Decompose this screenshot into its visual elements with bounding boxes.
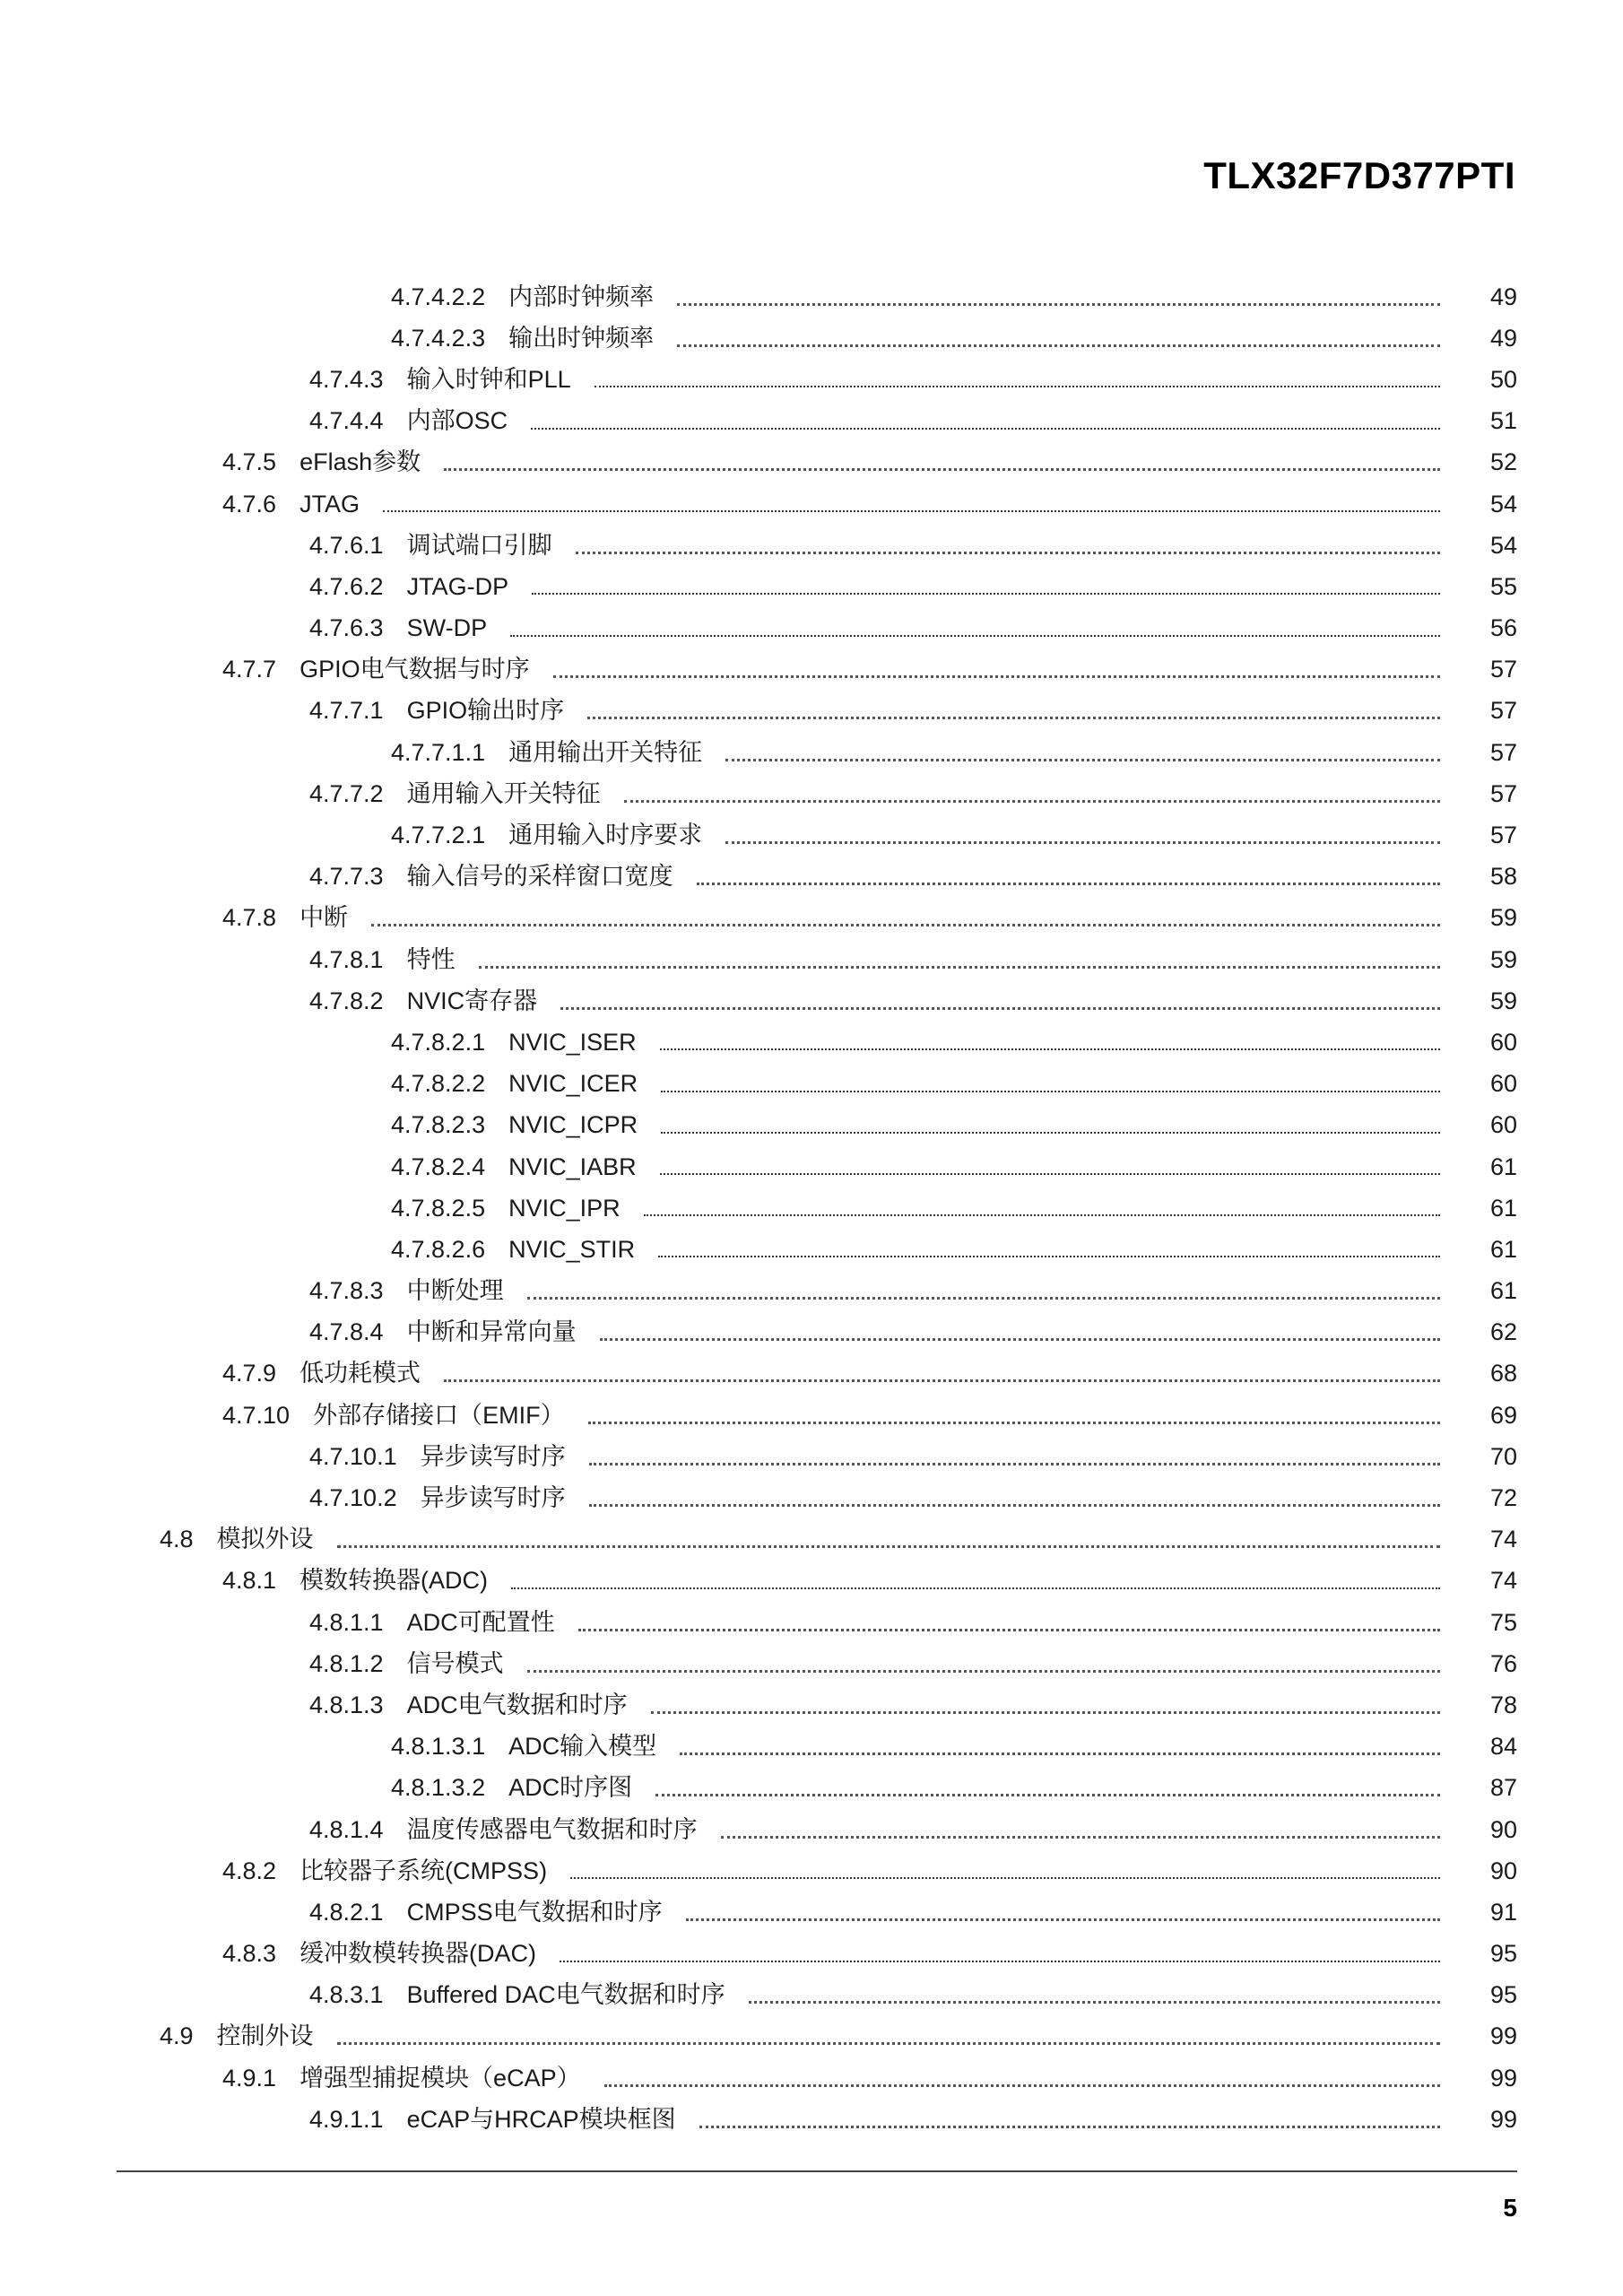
toc-entry-page: 95 [1489,1981,1517,2009]
table-of-contents [0,276,1623,2140]
toc-entry-title: 缓冲数模转换器(DAC) [299,1940,537,1968]
toc-dot-leader [337,2042,1440,2045]
toc-entry-content [309,1983,1480,2007]
toc-entry-title: GPIO电气数据与时序 [299,656,530,683]
toc-entry-content [309,572,1480,600]
toc-entry-content [222,1361,1480,1386]
toc-entry[interactable] [0,608,1623,649]
toc-dot-leader [677,303,1440,306]
toc-entry-page: 61 [1489,1277,1517,1305]
toc-entry-page: 61 [1489,1194,1517,1222]
toc-entry-number: 4.7.8.3 [309,1277,384,1305]
toc-dot-leader [560,1961,1440,1962]
toc-entry[interactable] [0,1684,1623,1726]
toc-entry-content [160,1527,1480,1552]
toc-entry-page: 50 [1489,365,1517,393]
toc-dot-leader [721,1836,1440,1839]
toc-entry-page: 87 [1489,1774,1517,1802]
toc-dot-leader [578,1629,1440,1631]
toc-entry-content [222,450,1480,474]
toc-entry[interactable] [0,649,1623,691]
toc-entry[interactable] [0,2016,1623,2057]
toc-entry-title: 中断和异常向量 [406,1318,577,1346]
toc-entry-number: 4.7.4.4 [309,407,384,435]
toc-entry-page: 49 [1489,283,1517,310]
toc-entry-title: JTAG-DP [406,572,509,600]
toc-entry-content [391,1072,1480,1096]
toc-entry-number: 4.7.8.4 [309,1318,384,1346]
toc-dot-leader [595,386,1440,387]
toc-entry-number: 4.7.8.1 [309,945,384,973]
toc-entry[interactable] [0,276,1623,317]
toc-entry-content [309,1815,1480,1843]
toc-entry-content [309,1442,1480,1470]
toc-entry-page: 60 [1489,1070,1517,1098]
toc-dot-leader [661,1132,1440,1134]
toc-entry[interactable] [0,691,1623,732]
toc-entry-number: 4.7.8 [222,904,277,932]
toc-entry-page: 91 [1489,1898,1517,1926]
toc-entry-content [309,1608,1480,1636]
toc-entry-number: 4.8.1.1 [309,1608,384,1636]
toc-entry-number: 4.7.4.2.2 [391,283,486,310]
toc-entry[interactable] [0,1602,1623,1643]
toc-entry-page: 60 [1489,1028,1517,1056]
toc-dot-leader [660,1173,1440,1175]
toc-entry-page: 99 [1489,2022,1517,2050]
toc-dot-leader [337,1545,1440,1548]
toc-entry-content [309,616,1480,640]
toc-entry[interactable] [0,1809,1623,1850]
toc-entry-page: 99 [1489,2064,1517,2092]
toc-entry-content [309,409,1480,433]
toc-entry-title: 内部OSC [406,407,508,435]
toc-entry-title: 控制外设 [216,2022,314,2050]
toc-entry-number: 4.7.6.2 [309,572,384,600]
toc-dot-leader [560,1007,1440,1010]
document-title: TLX32F7D377PTI [1203,154,1515,196]
toc-entry-page: 95 [1489,1940,1517,1968]
toc-entry-content [391,326,1480,351]
toc-entry-page: 70 [1489,1442,1517,1470]
toc-entry-number: 4.7.10 [222,1401,291,1429]
toc-dot-leader [527,1297,1440,1300]
toc-entry-number: 4.7.8.2.5 [391,1194,486,1222]
toc-entry[interactable] [0,1436,1623,1477]
toc-entry[interactable] [0,1105,1623,1146]
toc-entry-content [309,1649,1480,1677]
toc-entry-page: 58 [1489,863,1517,891]
toc-entry[interactable] [0,1353,1623,1395]
toc-entry[interactable] [0,525,1623,566]
toc-entry-number: 4.7.8.2.2 [391,1070,486,1098]
toc-entry-content [222,906,1480,930]
toc-entry-page: 76 [1489,1649,1517,1677]
toc-entry-title: 异步读写时序 [420,1442,566,1470]
toc-entry-title: NVIC_ICPR [508,1111,638,1139]
toc-dot-leader [677,344,1440,347]
toc-entry-title: 低功耗模式 [299,1360,421,1387]
toc-entry-number: 4.7.8.2.1 [391,1028,486,1056]
toc-entry-title: ADC电气数据和时序 [406,1691,628,1718]
toc-entry-title: 通用输出开关特征 [508,738,703,766]
toc-entry-number: 4.7.7.2 [309,779,384,807]
toc-entry[interactable] [0,857,1623,898]
toc-entry-page: 57 [1489,656,1517,683]
toc-dot-leader [444,1379,1440,1382]
toc-entry[interactable] [0,566,1623,607]
toc-entry-number: 4.8.1 [222,1567,277,1595]
toc-entry-page: 55 [1489,572,1517,600]
toc-entry-number: 4.8.3 [222,1940,277,1968]
toc-entry-page: 99 [1489,2105,1517,2133]
toc-entry-title: 中断处理 [406,1277,504,1305]
toc-entry[interactable] [0,317,1623,359]
toc-entry-page: 60 [1489,1111,1517,1139]
toc-entry[interactable] [0,1975,1623,2016]
toc-entry-title: NVIC寄存器 [406,987,538,1014]
toc-entry-number: 4.7.4.2.3 [391,324,486,352]
toc-dot-leader [725,841,1440,844]
toc-entry[interactable] [0,1187,1623,1229]
toc-dot-leader [661,1091,1440,1092]
toc-entry-number: 4.7.9 [222,1360,277,1387]
toc-entry[interactable] [0,1519,1623,1561]
toc-entry-number: 4.7.10.2 [309,1484,397,1512]
toc-entry-content [309,2105,1480,2133]
toc-entry[interactable] [0,483,1623,525]
toc-entry-page: 59 [1489,904,1517,932]
toc-dot-leader [697,883,1440,885]
toc-entry-content [309,1320,1480,1344]
toc-entry[interactable] [0,898,1623,939]
toc-entry[interactable] [0,1850,1623,1892]
toc-entry-page: 62 [1489,1318,1517,1346]
toc-entry-title: NVIC_ICER [508,1070,638,1098]
toc-dot-leader [444,468,1440,471]
toc-entry-content [391,738,1480,766]
toc-entry-content [222,492,1480,517]
toc-entry[interactable] [0,2099,1623,2140]
toc-entry-number: 4.7.7.2.1 [391,822,486,849]
toc-entry-number: 4.7.8.2.4 [391,1152,486,1180]
toc-entry-title: 输出时钟频率 [508,324,655,352]
toc-entry[interactable] [0,401,1623,442]
toc-entry[interactable] [0,1395,1623,1436]
toc-entry-page: 57 [1489,779,1517,807]
toc-entry-title: 输入信号的采样窗口宽度 [406,863,673,891]
toc-dot-leader [725,759,1440,761]
toc-entry-page: 72 [1489,1484,1517,1512]
toc-entry-title: 通用输入开关特征 [406,779,601,807]
toc-entry-number: 4.7.6.1 [309,531,384,559]
toc-entry-content [309,1900,1480,1925]
toc-entry-content [222,1569,1480,1593]
toc-entry-content [160,2024,1480,2048]
toc-entry[interactable] [0,1561,1623,1602]
toc-entry-title: 增强型捕捉模块（eCAP） [299,2064,581,2092]
toc-entry[interactable] [0,1146,1623,1187]
toc-entry-title: 比较器子系统(CMPSS) [299,1857,548,1884]
toc-dot-leader [651,1711,1440,1714]
toc-dot-leader [589,1463,1440,1465]
toc-entry-number: 4.7.8.2 [309,987,384,1014]
toc-entry-content [309,1693,1480,1718]
toc-entry-title: eCAP与HRCAP模块框图 [406,2105,676,2133]
toc-entry-title: ADC可配置性 [406,1608,555,1636]
toc-entry-content [309,531,1480,559]
toc-entry-content [309,1486,1480,1510]
toc-entry-page: 69 [1489,1401,1517,1429]
toc-entry-title: 外部存储接口（EMIF） [313,1401,565,1429]
toc-dot-leader [600,1338,1440,1341]
toc-entry-page: 75 [1489,1608,1517,1636]
toc-dot-leader [686,1918,1440,1921]
toc-entry[interactable] [0,732,1623,773]
toc-entry-page: 57 [1489,822,1517,849]
toc-entry-page: 57 [1489,738,1517,766]
toc-dot-leader [644,1214,1440,1216]
toc-entry[interactable] [0,1892,1623,1933]
toc-entry[interactable] [0,1477,1623,1518]
toc-entry-page: 54 [1489,531,1517,559]
toc-entry[interactable] [0,1726,1623,1768]
toc-entry-title: NVIC_IABR [508,1152,637,1180]
toc-entry-page: 52 [1489,448,1517,476]
toc-entry-title: Buffered DAC电气数据和时序 [406,1981,725,2009]
toc-entry-title: 特性 [406,945,456,973]
toc-entry-page: 49 [1489,324,1517,352]
toc-entry[interactable] [0,1271,1623,1312]
toc-entry[interactable] [0,442,1623,483]
toc-entry[interactable] [0,1934,1623,1975]
toc-entry-title: 通用输入时序要求 [508,822,703,849]
toc-entry-title: 调试端口引脚 [406,531,552,559]
toc-entry-content [222,1401,1480,1429]
toc-entry[interactable] [0,2057,1623,2099]
toc-dot-leader [570,1877,1440,1879]
toc-entry-content [391,285,1480,309]
toc-entry-number: 4.8.1.3.1 [391,1733,486,1761]
toc-dot-leader [749,2001,1440,2004]
toc-entry-number: 4.7.8.2.3 [391,1111,486,1139]
toc-entry[interactable] [0,773,1623,814]
footer-divider [117,2170,1517,2172]
toc-entry-number: 4.8.1.3 [309,1691,384,1718]
toc-dot-leader [576,552,1440,554]
toc-dot-leader [532,593,1440,595]
toc-entry-number: 4.7.6.3 [309,614,384,642]
toc-entry-content [391,1196,1480,1221]
toc-entry-title: 中断 [299,904,349,932]
toc-entry-title: SW-DP [406,614,488,642]
toc-entry-title: 模拟外设 [216,1526,314,1553]
toc-entry-content [391,1113,1480,1137]
toc-entry-title: CMPSS电气数据和时序 [406,1898,663,1926]
toc-entry[interactable] [0,359,1623,400]
toc-dot-leader [383,510,1440,512]
toc-entry-page: 84 [1489,1733,1517,1761]
toc-entry-number: 4.7.8.2.6 [391,1235,486,1263]
toc-dot-leader [479,966,1440,969]
toc-entry-title: NVIC_STIR [508,1235,636,1263]
page-number: 5 [1503,2194,1517,2222]
toc-entry-number: 4.8.3.1 [309,1981,384,2009]
toc-entry[interactable] [0,980,1623,1022]
toc-entry-number: 4.8.2.1 [309,1898,384,1926]
toc-entry-content [309,699,1480,723]
toc-entry-number: 4.7.10.1 [309,1442,397,1470]
toc-entry-title: 温度传感器电气数据和时序 [406,1815,698,1843]
toc-entry-content [222,1942,1480,1966]
toc-entry-title: 内部时钟频率 [508,283,655,310]
toc-entry-page: 56 [1489,614,1517,642]
toc-entry-number: 4.7.6 [222,490,277,517]
toc-entry[interactable] [0,1312,1623,1353]
toc-entry-number: 4.7.7.1 [309,697,384,725]
toc-entry-page: 59 [1489,987,1517,1014]
toc-entry[interactable] [0,1022,1623,1063]
toc-entry-title: GPIO输出时序 [406,697,565,725]
toc-entry-title: ADC输入模型 [508,1733,657,1761]
toc-entry-title: NVIC_ISER [508,1028,637,1056]
toc-dot-leader [511,1587,1440,1589]
toc-entry[interactable] [0,814,1623,856]
toc-entry-page: 74 [1489,1526,1517,1553]
toc-dot-leader [660,1048,1440,1050]
toc-entry-content [222,2066,1480,2091]
toc-dot-leader [371,924,1440,926]
toc-entry[interactable] [0,1229,1623,1270]
toc-entry-content [391,823,1480,848]
toc-dot-leader [604,2084,1440,2087]
toc-entry-number: 4.8.1.3.2 [391,1774,486,1802]
toc-entry-number: 4.9.1.1 [309,2105,384,2133]
toc-entry-title: NVIC_IPR [508,1194,621,1222]
toc-entry-content [391,1028,1480,1056]
toc-entry-title: 异步读写时序 [420,1484,566,1512]
toc-entry-page: 59 [1489,945,1517,973]
toc-dot-leader [699,2126,1440,2128]
toc-dot-leader [589,1504,1440,1507]
toc-dot-leader [587,717,1440,719]
toc-entry-page: 78 [1489,1691,1517,1718]
toc-entry-number: 4.8 [160,1526,194,1553]
toc-entry-page: 57 [1489,697,1517,725]
toc-dot-leader [527,1670,1440,1673]
toc-entry-content [222,657,1480,682]
toc-entry-page: 51 [1489,407,1517,435]
toc-entry-content [309,865,1480,889]
toc-dot-leader [680,1752,1440,1755]
toc-entry-number: 4.7.5 [222,448,277,476]
toc-entry-number: 4.7.7.3 [309,863,384,891]
toc-dot-leader [588,1422,1440,1424]
toc-entry[interactable] [0,1643,1623,1684]
toc-entry-content [309,779,1480,807]
toc-entry-title: JTAG [299,490,360,517]
toc-entry-number: 4.9 [160,2022,194,2050]
toc-dot-leader [624,800,1440,803]
toc-entry-content [391,1152,1480,1180]
toc-entry-content [222,1859,1480,1883]
toc-entry-title: 模数转换器(ADC) [299,1567,489,1595]
toc-entry-content [309,1279,1480,1303]
toc-entry-number: 4.8.1.2 [309,1649,384,1677]
toc-entry-page: 61 [1489,1152,1517,1180]
toc-dot-leader [510,635,1440,637]
toc-entry-page: 54 [1489,490,1517,517]
toc-entry-number: 4.7.7.1.1 [391,738,486,766]
toc-entry-page: 61 [1489,1235,1517,1263]
toc-entry-number: 4.7.4.3 [309,365,384,393]
toc-entry-content [309,365,1480,393]
toc-entry-number: 4.8.2 [222,1857,277,1884]
toc-entry-title: eFlash参数 [299,448,421,476]
toc-entry-page: 90 [1489,1857,1517,1884]
toc-dot-leader [531,428,1440,430]
toc-dot-leader [658,1256,1440,1257]
toc-entry-content [391,1735,1480,1759]
toc-entry-content [309,989,1480,1013]
toc-entry-content [309,945,1480,973]
toc-entry-page: 68 [1489,1360,1517,1387]
toc-entry-number: 4.8.1.4 [309,1815,384,1843]
toc-entry-content [391,1776,1480,1800]
toc-entry-title: ADC时序图 [508,1774,633,1802]
toc-entry-content [391,1235,1480,1263]
toc-entry[interactable] [0,939,1623,980]
toc-entry[interactable] [0,1768,1623,1809]
toc-entry-number: 4.9.1 [222,2064,277,2092]
toc-dot-leader [553,675,1440,678]
toc-entry-page: 74 [1489,1567,1517,1595]
toc-entry-page: 90 [1489,1815,1517,1843]
toc-dot-leader [655,1794,1440,1796]
toc-entry-title: 信号模式 [406,1649,504,1677]
toc-entry[interactable] [0,1064,1623,1105]
toc-entry-number: 4.7.7 [222,656,277,683]
toc-entry-title: 输入时钟和PLL [406,365,571,393]
